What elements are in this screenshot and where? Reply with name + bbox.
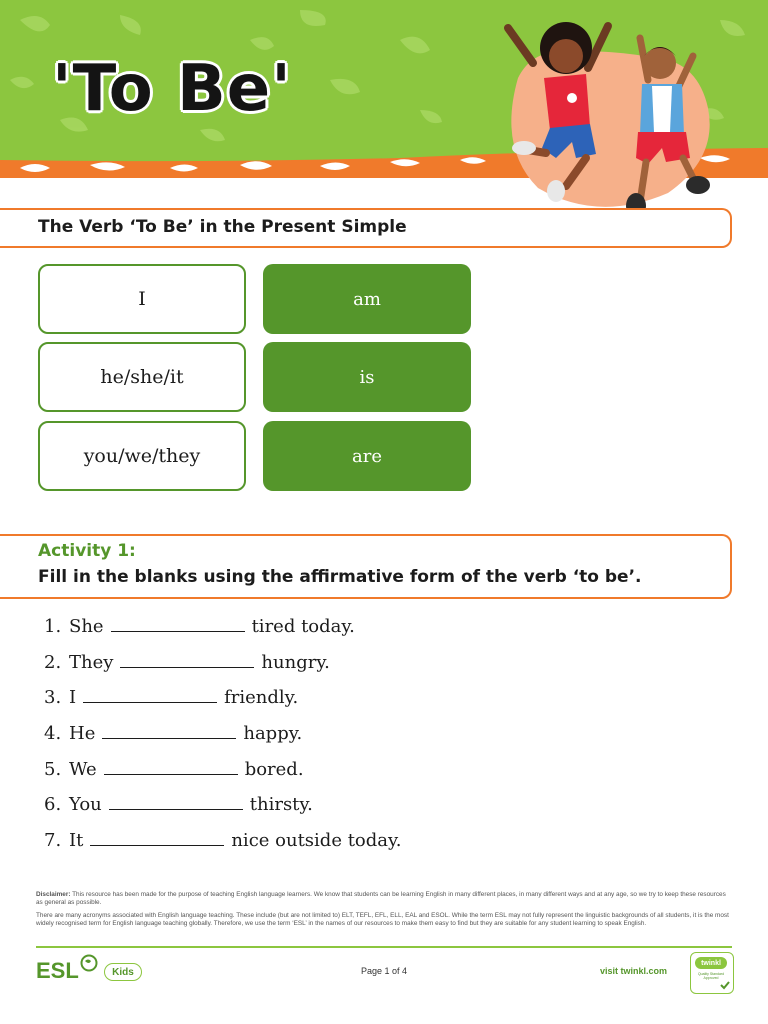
quality-badge xyxy=(690,952,734,994)
exercise-start: They xyxy=(69,652,114,673)
answer-blank[interactable] xyxy=(83,701,217,703)
answer-blank[interactable] xyxy=(120,666,254,668)
pronoun-box xyxy=(38,264,246,334)
exercise-item xyxy=(44,794,313,815)
exercise-number: 2. xyxy=(44,652,62,673)
exercise-item xyxy=(44,759,304,780)
answer-blank[interactable] xyxy=(90,844,224,846)
exercise-number: 6. xyxy=(44,794,62,815)
exercise-start: He xyxy=(69,723,96,744)
badge-caption: Quality Standard Approved xyxy=(697,972,725,980)
activity-instruction: Fill in the blanks using the affirmative form of the verb ‘to be’. xyxy=(38,567,642,587)
exercise-number: 7. xyxy=(44,830,62,851)
exercise-number: 4. xyxy=(44,723,62,744)
jumping-children-illustration xyxy=(478,8,728,223)
pronoun-label: I xyxy=(138,288,146,310)
exercise-number: 3. xyxy=(44,687,62,708)
exercise-end: thirsty. xyxy=(249,794,313,815)
exercise-start: I xyxy=(69,687,77,708)
exercise-item xyxy=(44,830,402,851)
pronoun-label: you/we/they xyxy=(83,445,201,467)
badge-logo: twinkl xyxy=(695,957,727,969)
exercise-end: hungry. xyxy=(261,652,330,673)
exercise-item xyxy=(44,616,355,637)
page-number: Page 1 of 4 xyxy=(360,966,408,976)
exercise-item xyxy=(44,723,302,744)
pronoun-box xyxy=(38,342,246,412)
disclaimer-text: This resource has been made for the purpose of teaching English language learners. We know that students can be learning English in many different places, in many different ways and at any age, so we try to keep these resources as general as possible. xyxy=(36,891,726,906)
section-title: The Verb ‘To Be’ in the Present Simple xyxy=(38,217,407,237)
check-icon xyxy=(719,979,731,991)
verb-box xyxy=(263,421,471,491)
exercise-start: It xyxy=(69,830,84,851)
header-banner xyxy=(0,0,768,200)
verb-box xyxy=(263,342,471,412)
verb-box xyxy=(263,264,471,334)
exercise-end: tired today. xyxy=(251,616,355,637)
answer-blank[interactable] xyxy=(111,630,245,632)
exercise-end: friendly. xyxy=(224,687,299,708)
exercise-item xyxy=(44,687,298,708)
visit-link[interactable]: visit twinkl.com xyxy=(600,966,668,976)
verb-label: are xyxy=(352,445,382,467)
verb-label: am xyxy=(353,288,381,310)
disclaimer-paragraph xyxy=(36,891,732,907)
exercise-end: bored. xyxy=(244,759,304,780)
esl-logo xyxy=(36,958,79,984)
exercise-number: 5. xyxy=(44,759,62,780)
answer-blank[interactable] xyxy=(104,773,238,775)
exercise-start: We xyxy=(69,759,97,780)
esl-logo-text: ESL xyxy=(36,958,79,983)
exercise-end: nice outside today. xyxy=(231,830,402,851)
disclaimer-label: Disclaimer: xyxy=(36,891,71,898)
answer-blank[interactable] xyxy=(109,808,243,810)
exercise-end: happy. xyxy=(243,723,303,744)
footer-divider xyxy=(36,946,732,948)
globe-icon xyxy=(80,954,98,972)
verb-label: is xyxy=(359,366,375,388)
exercise-item xyxy=(44,652,330,673)
disclaimer-acronyms: There are many acronyms associated with English language teaching. These include (but are not limited to) ELT, TEFL, EFL, ELL, EAL and ESOL. While the term ESL may not fully represent the linguistic backgrounds of all students, it is the most widely recognised term for English language teaching globally. Therefore, we use the term ‘ESL’ in the names of our resources to make them easy to find but they are suitable for any student learning to speak English. xyxy=(36,912,729,927)
activity-label: Activity 1: xyxy=(38,541,136,561)
kids-badge: Kids xyxy=(104,963,142,981)
page-title: 'To Be' xyxy=(52,52,292,126)
exercise-number: 1. xyxy=(44,616,62,637)
exercise-start: You xyxy=(69,794,102,815)
exercise-start: She xyxy=(69,616,104,637)
pronoun-box xyxy=(38,421,246,491)
pronoun-label: he/she/it xyxy=(100,366,184,388)
answer-blank[interactable] xyxy=(102,737,236,739)
